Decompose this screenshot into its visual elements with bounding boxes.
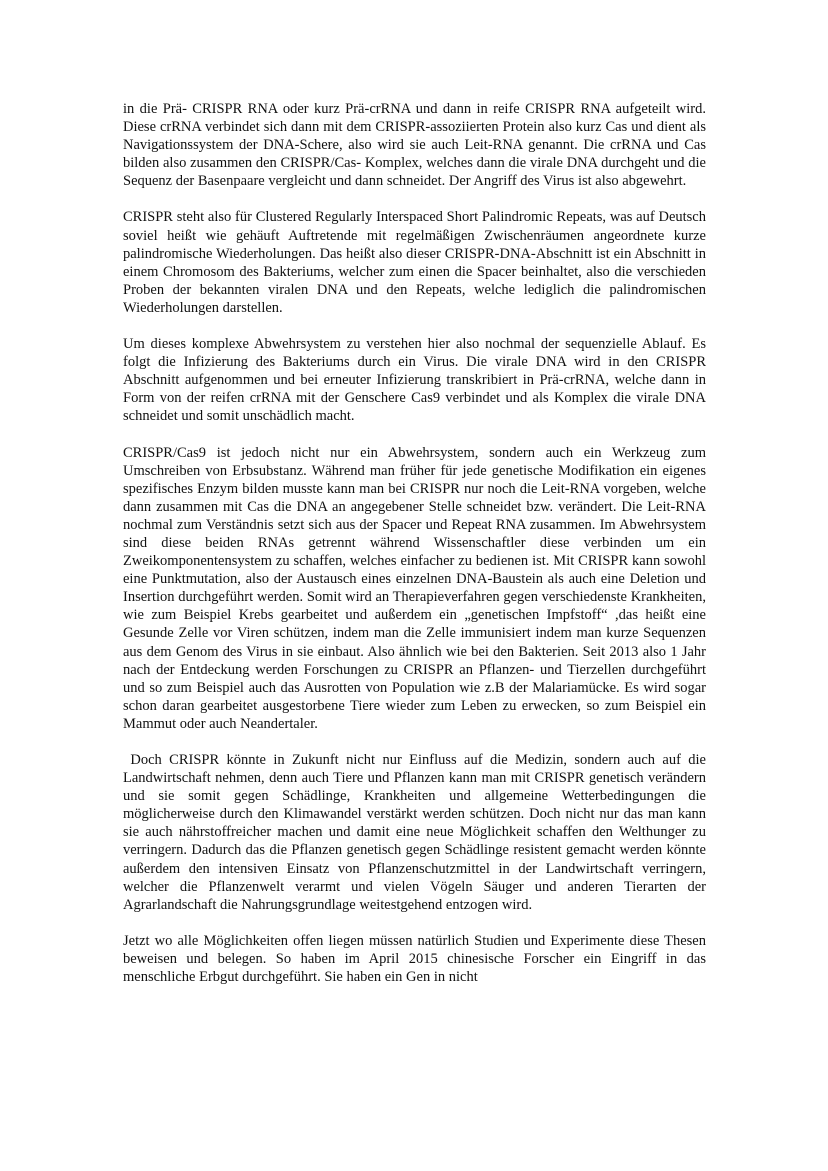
paragraph-sequential-process: Um dieses komplexe Abwehrsystem zu verstehen hier also nochmal der sequenzielle Ablauf. Es folgt die Infizierung des Bakteriums durch ein Virus. Die virale DNA wird in den CRISPR Abschnitt aufgenommen und bei erneuter Infizierung transkribiert in Prä-crRNA, welche dann in Form von der reifen crRNA mit der Genschere Cas9 verbindet und als Komplex die virale DNA schneidet und somit unschädlich macht. — [123, 336, 706, 425]
document-body — [123, 100, 706, 1004]
paragraph-crispr-definition: CRISPR steht also für Clustered Regularly Interspaced Short Palindromic Repeats, was auf Deutsch soviel heißt wie gehäuft Auftretende mit regelmäßigen Zwischenräumen angeordnete kurze palindromische Wiederholungen. Das heißt also dieser CRISPR-DNA-Abschnitt ist ein Abschnitt in einem Chromosom des Bakteriums, welcher zum einen die Spacer beinhaltet, also die verschieden Proben der bekannten viralen DNA und den Repeats, welche lediglich die palindromischen Wiederholungen darstellen. — [123, 209, 706, 316]
paragraph-genome-editing-tool: CRISPR/Cas9 ist jedoch nicht nur ein Abwehrsystem, sondern auch ein Werkzeug zum Umschreiben von Erbsubstanz. Während man früher für jede genetische Modifikation ein eigenes spezifisches Enzym bilden musste kann man bei CRISPR nur noch die Leit-RNA vorgeben, welche dann zusammen mit Cas die DNA an angegebener Stelle schneidet bzw. verändert. Die Leit-RNA nochmal zum Verständnis setzt sich aus der Spacer und Repeat RNA zusammen. Im Abwehrsystem sind diese beiden RNAs getrennt während Wissenschaftler diese verbinden um ein Zweikomponentensystem zu schaffen, welches einfacher zu bedienen ist. Mit CRISPR kann sowohl eine Punktmutation, also der Austausch eines einzelnen DNA-Baustein als auch eine Deletion und Insertion durchgeführt werden. Somit wird an Therapieverfahren gegen verschiedenste Krankheiten, wie zum Beispiel Krebs gearbeitet und außerdem ein „genetischen Impfstoff“ ,das heißt eine Gesunde Zelle vor Viren schützen, indem man die Zelle immunisiert indem man kurze Sequenzen aus dem Genom des Virus in sie einbaut. Also ähnlich wie bei den Bakterien. Seit 2013 also 1 Jahr nach der Entdeckung werden Forschungen zu CRISPR an Pflanzen- und Tierzellen durchgeführt und so zum Beispiel auch das Ausrotten von Population wie z.B der Malariamücke. Es wird sogar schon daran gearbeitet ausgestorbene Tiere wieder zum Leben zu erwecken, so zum Beispiel ein Mammut oder auch Neandertaler. — [123, 444, 706, 732]
paragraph-agriculture: Doch CRISPR könnte in Zukunft nicht nur Einfluss auf die Medizin, sondern auch auf die Landwirtschaft nehmen, denn auch Tiere und Pflanzen kann man mit CRISPR genetisch verändern und sie somit gegen Schädlinge, Krankheiten und allgemeine Wetterbedingungen die möglicherweise durch den Klimawandel verstärkt werden schützen. Doch nicht nur das man kann sie auch nährstoffreicher machen und damit eine neue Möglichkeit schaffen den Welthunger zu verringern. Dadurch das die Pflanzen genetisch gegen Schädlinge resistent gemacht werden könnte außerdem den intensiven Einsatz von Pflanzenschutzmittel in der Landwirtschaft verringern, welcher die Pflanzenwelt verarmt und vielen Vögeln Säuger und anderen Tierarten der Agrarlandschaft die Nahrungsgrundlage weitestgehend entzogen wird. — [123, 752, 706, 913]
paragraph-experiments: Jetzt wo alle Möglichkeiten offen liegen müssen natürlich Studien und Experimente diese Thesen beweisen und belegen. So haben im April 2015 chinesische Forscher ein Eingriff in das menschliche Erbgut durchgeführt. Sie haben ein Gen in nicht — [123, 932, 706, 986]
paragraph-crrna-processing: in die Prä- CRISPR RNA oder kurz Prä-crRNA und dann in reife CRISPR RNA aufgeteilt wird. Diese crRNA verbindet sich dann mit dem CRISPR-assoziierten Protein also kurz Cas und dient als Navigationssystem der DNA-Schere, also wird sie auch Leit-RNA genannt. Die crRNA und Cas bilden also zusammen den CRISPR/Cas- Komplex, welches dann die virale DNA durchgeht und die Sequenz der Basenpaare vergleicht und dann schneidet. Der Angriff des Virus ist also abgewehrt. — [123, 101, 706, 190]
